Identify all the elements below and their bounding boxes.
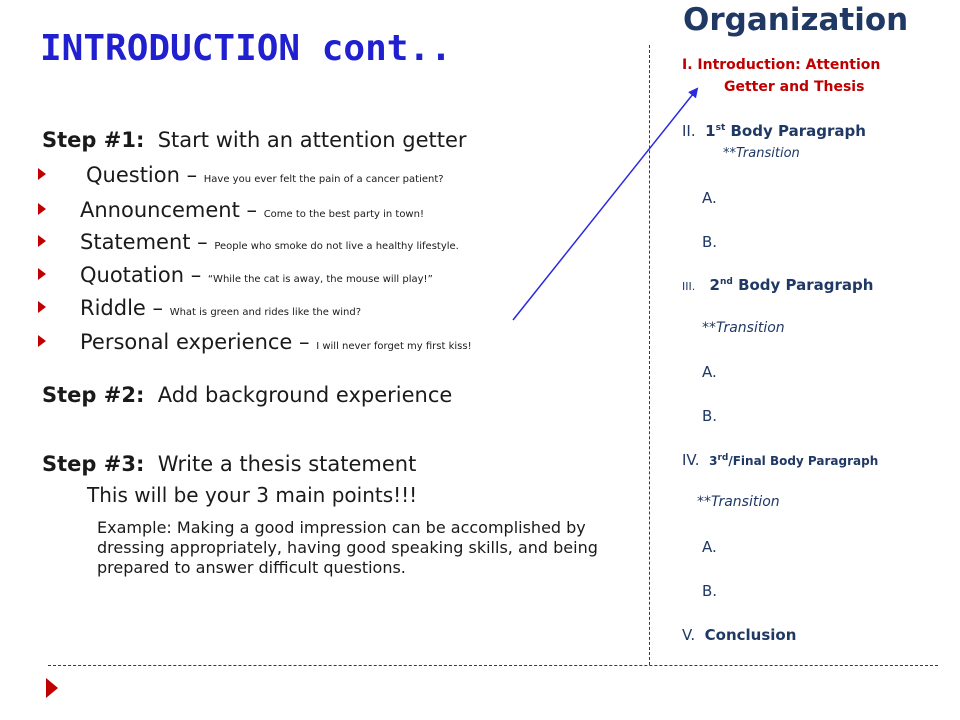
- org-body-3: IV. 3rd/Final Body Paragraph: [682, 451, 879, 469]
- bullet-statement: Statement – People who smoke do not live a healthy lifestyle.: [38, 230, 459, 254]
- step-3-text: Write a thesis statement: [157, 452, 417, 476]
- step-1-text: Start with an attention getter: [157, 128, 467, 152]
- thesis-example: Example: Making a good impression can be accomplished by dressing appropriately, having good speaking skills, and being prepared to answer difficult questions.: [97, 518, 598, 577]
- org-1-a: A.: [702, 189, 717, 207]
- org-intro-line1: I. Introduction: Attention: [682, 57, 881, 73]
- step-1-label: Step #1:: [42, 128, 145, 152]
- step-2-label: Step #2:: [42, 383, 145, 407]
- org-transition-1: **Transition: [723, 146, 800, 161]
- org-transition-2: **Transition: [702, 320, 785, 336]
- step-2-text: Add background experience: [157, 383, 453, 407]
- bullet-quotation: Quotation – “While the cat is away, the mouse will play!”: [38, 263, 433, 287]
- bullet-announcement: Announcement – Come to the best party in town!: [38, 198, 424, 222]
- org-intro-line2: Getter and Thesis: [724, 79, 865, 95]
- org-2-b: B.: [702, 407, 718, 425]
- org-body-1: II. 1st Body Paragraph: [682, 122, 866, 140]
- bullet-personal-experience: Personal experience – I will never forget my first kiss!: [38, 330, 472, 354]
- org-3-a: A.: [702, 538, 717, 556]
- org-1-b: B.: [702, 233, 718, 251]
- bullet-question: Question – Have you ever felt the pain of a cancer patient?: [38, 163, 444, 187]
- org-2-a: A.: [702, 363, 717, 381]
- step-3-label: Step #3:: [42, 452, 145, 476]
- bullet-riddle: Riddle – What is green and rides like the wind?: [38, 296, 361, 320]
- organization-title: Organization: [683, 2, 909, 38]
- org-conclusion: V. Conclusion: [682, 626, 797, 644]
- connector-arrow-line: [513, 89, 697, 320]
- org-transition-3: **Transition: [697, 494, 780, 510]
- slide-title: INTRODUCTION cont..: [40, 28, 452, 69]
- thesis-note: This will be your 3 main points!!!: [87, 483, 418, 507]
- org-body-2: III. 2nd Body Paragraph: [682, 276, 874, 294]
- org-3-b: B.: [702, 582, 718, 600]
